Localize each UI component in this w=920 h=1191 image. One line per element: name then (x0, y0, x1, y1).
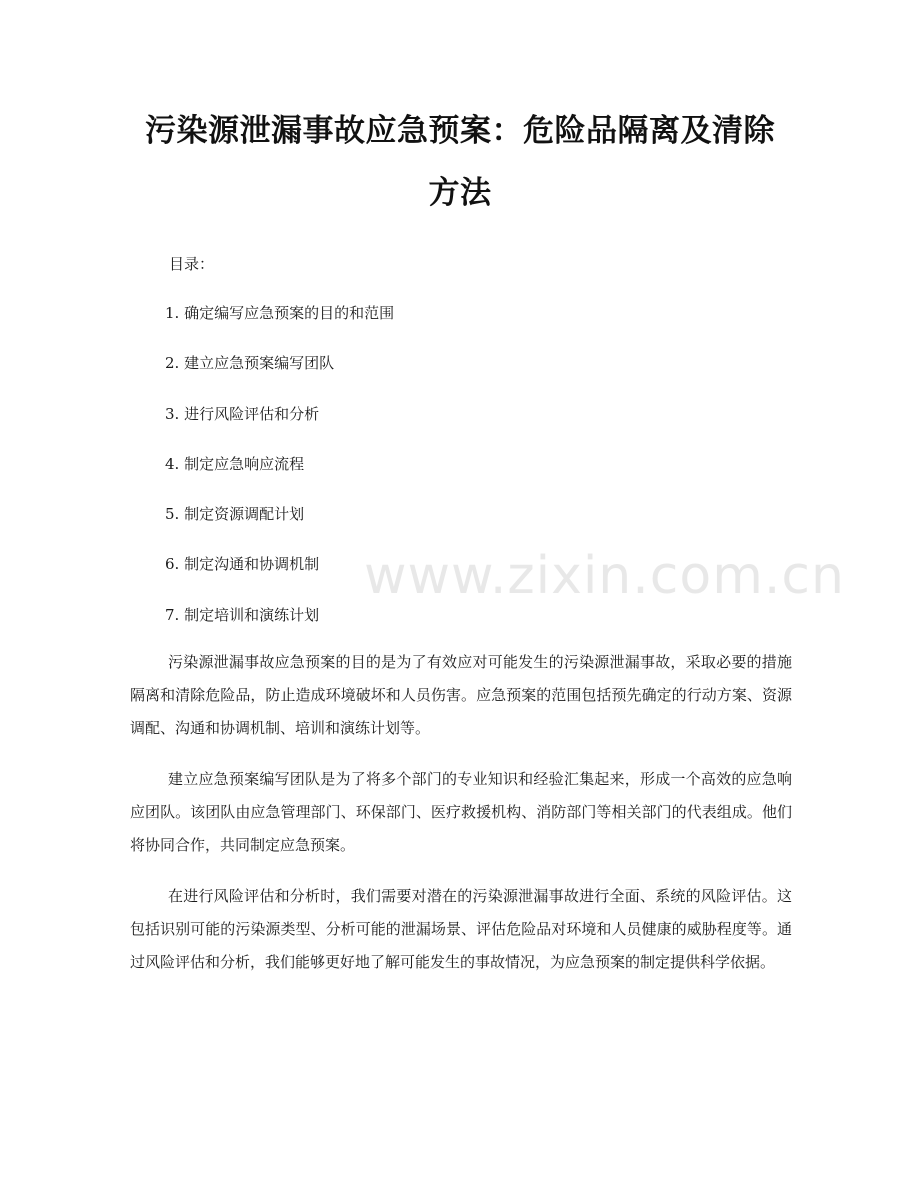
toc-item: 7. 制定培训和演练计划 (165, 605, 320, 624)
watermark: www.zixin.com.cn (364, 546, 845, 606)
table-of-contents (165, 301, 394, 653)
toc-item: 4. 制定应急响应流程 (165, 454, 305, 473)
toc-item: 5. 制定资源调配计划 (165, 505, 305, 524)
body-paragraph: 污染源泄漏事故应急预案的目的是为了有效应对可能发生的污染源泄漏事故，采取必要的措施隔离和清除危险品，防止造成环境破坏和人员伤害。应急预案的范围包括预先确定的行动方案、资源调配、沟通和协调机制、培训和演练计划等。 (130, 653, 792, 737)
body-paragraph: 建立应急预案编写团队是为了将多个部门的专业知识和经验汇集起来，形成一个高效的应急响应团队。该团队由应急管理部门、环保部门、医疗救援机构、消防部门等相关部门的代表组成。他们将协同合作，共同制定应急预案。 (130, 770, 792, 854)
toc-item: 2. 建立应急预案编写团队 (165, 354, 335, 373)
toc-item: 3. 进行风险评估和分析 (165, 404, 320, 423)
document-title: 污染源泄漏事故应急预案：危险品隔离及清除方法 (145, 113, 775, 211)
body-paragraph: 在进行风险评估和分析时，我们需要对潜在的污染源泄漏事故进行全面、系统的风险评估。这包括识别可能的污染源类型、分析可能的泄漏场景、评估危险品对环境和人员健康的威胁程度等。通过风险评估和分析，我们能够更好地了解可能发生的事故情况，为应急预案的制定提供科学依据。 (130, 887, 792, 971)
toc-item: 1. 确定编写应急预案的目的和范围 (165, 304, 395, 322)
toc-item: 6. 制定沟通和协调机制 (165, 555, 320, 574)
toc-heading: 目录： (169, 255, 215, 273)
